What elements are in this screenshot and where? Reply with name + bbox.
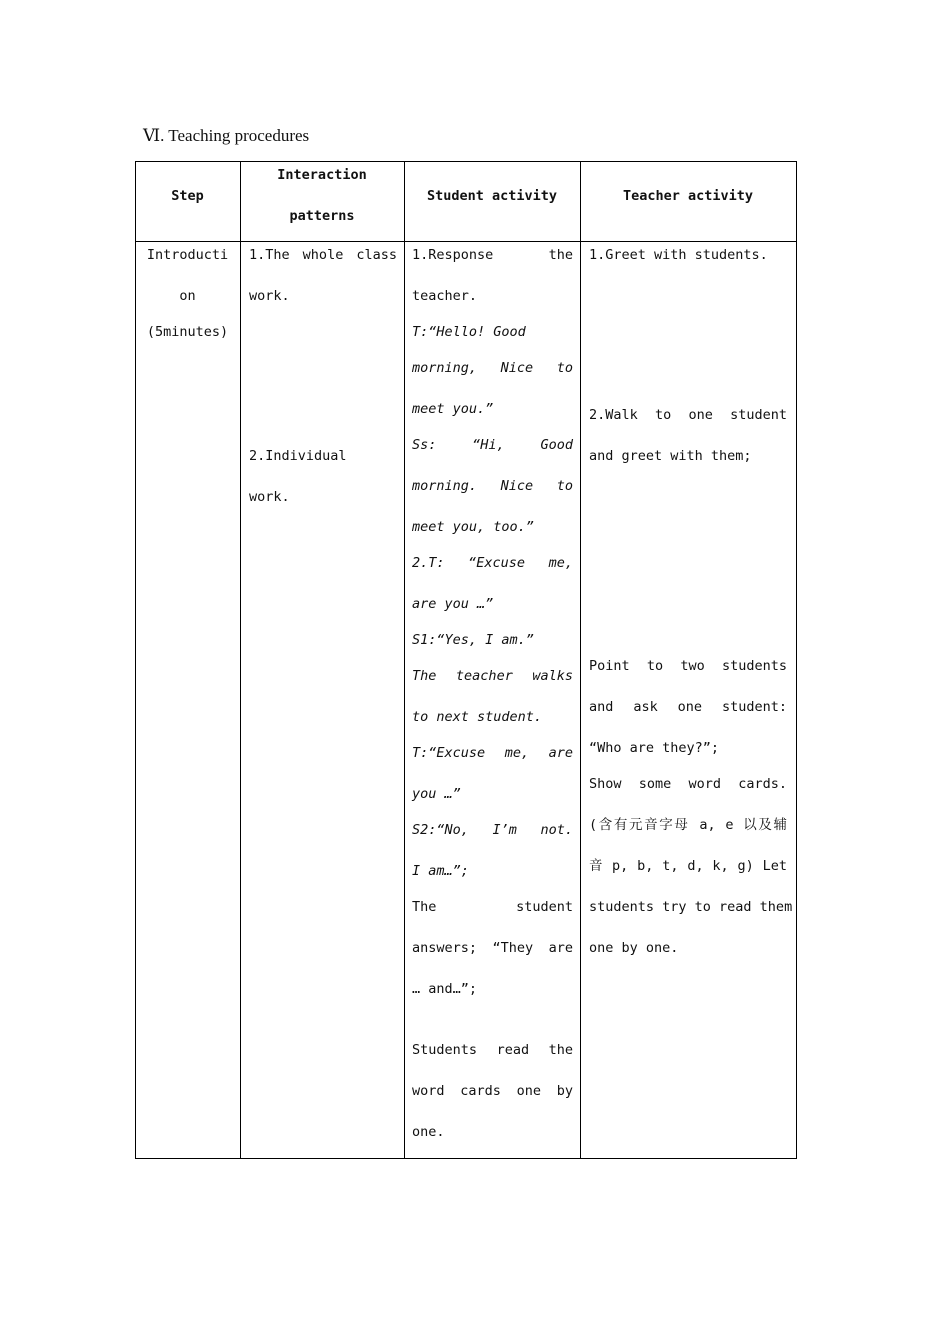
student-line: T:“Excuse me, are (412, 745, 573, 761)
student-line: Ss: “Hi, Good (412, 437, 573, 453)
student-line: 2.T: “Excuse me, (412, 555, 573, 571)
student-line: The student (412, 899, 573, 915)
student-line: one. (412, 1124, 445, 1140)
header-student-activity (404, 161, 580, 241)
header-step-label: Step (171, 188, 204, 204)
interaction-line: 2.Individual (249, 448, 347, 464)
teacher-line: and ask one student: (589, 699, 787, 715)
student-line: word cards one by (412, 1083, 573, 1099)
student-line: to next student. (412, 709, 543, 725)
header-teacher-label: Teacher activity (622, 188, 754, 204)
student-line: 1.Response the (412, 247, 573, 263)
interaction-line: work. (249, 288, 290, 304)
student-line: are you …” (412, 596, 494, 612)
teacher-line: Show some word cards. (589, 776, 787, 792)
header-interaction-label: Interaction (277, 167, 367, 183)
interaction-line: 1.The whole class (249, 247, 397, 263)
student-activity-cell (412, 241, 573, 1158)
column-divider (580, 161, 581, 1159)
student-line: S2:“No, I’m not. (412, 822, 573, 838)
teacher-line: 2.Walk to one student (589, 407, 787, 423)
table-border-bottom (135, 1158, 797, 1159)
step-line: (5minutes) (146, 324, 229, 340)
student-line: Students read the (412, 1042, 573, 1058)
header-step (135, 161, 240, 241)
header-student-label: Student activity (426, 188, 558, 204)
student-line: The teacher walks (412, 668, 573, 684)
step-cell (135, 241, 240, 1158)
teacher-line: Point to two students (589, 658, 787, 674)
teacher-line: one by one. (589, 940, 679, 956)
step-line: on (179, 288, 196, 304)
table-border-right (796, 161, 797, 1159)
teacher-line: students try to read them (589, 899, 793, 915)
student-line: meet you, too.” (412, 519, 534, 535)
header-interaction-patterns (240, 161, 404, 241)
student-line: I am…”; (412, 863, 469, 879)
teacher-line: 音 p, b, t, d, k, g) Let (589, 858, 787, 874)
header-teacher-activity (580, 161, 796, 241)
teacher-line: (含有元音字母 a, e 以及辅 (589, 817, 787, 833)
student-line: teacher. (412, 288, 478, 304)
teacher-activity-cell (589, 241, 793, 1158)
teacher-line: 1.Greet with students. (589, 247, 768, 263)
column-divider (404, 161, 405, 1159)
interaction-line: work. (249, 489, 290, 505)
student-line: meet you.” (412, 401, 494, 417)
teaching-procedures-table (135, 161, 797, 1159)
student-line: S1:“Yes, I am.” (412, 632, 534, 648)
section-title: Ⅵ. Teaching procedures (143, 126, 310, 145)
student-line: you …” (412, 786, 461, 802)
student-line: morning, Nice to (412, 360, 573, 376)
header-patterns-label: patterns (289, 208, 355, 224)
student-line: … and…”; (412, 981, 478, 997)
student-line: answers; “They are (412, 940, 573, 956)
teacher-line: and greet with them; (589, 448, 752, 464)
step-line: Introducti (146, 247, 229, 263)
column-divider (240, 161, 241, 1159)
student-line: morning. Nice to (412, 478, 573, 494)
interaction-cell (249, 241, 397, 1158)
teacher-line: “Who are they?”; (589, 740, 720, 756)
student-line: T:“Hello! Good (412, 324, 526, 340)
